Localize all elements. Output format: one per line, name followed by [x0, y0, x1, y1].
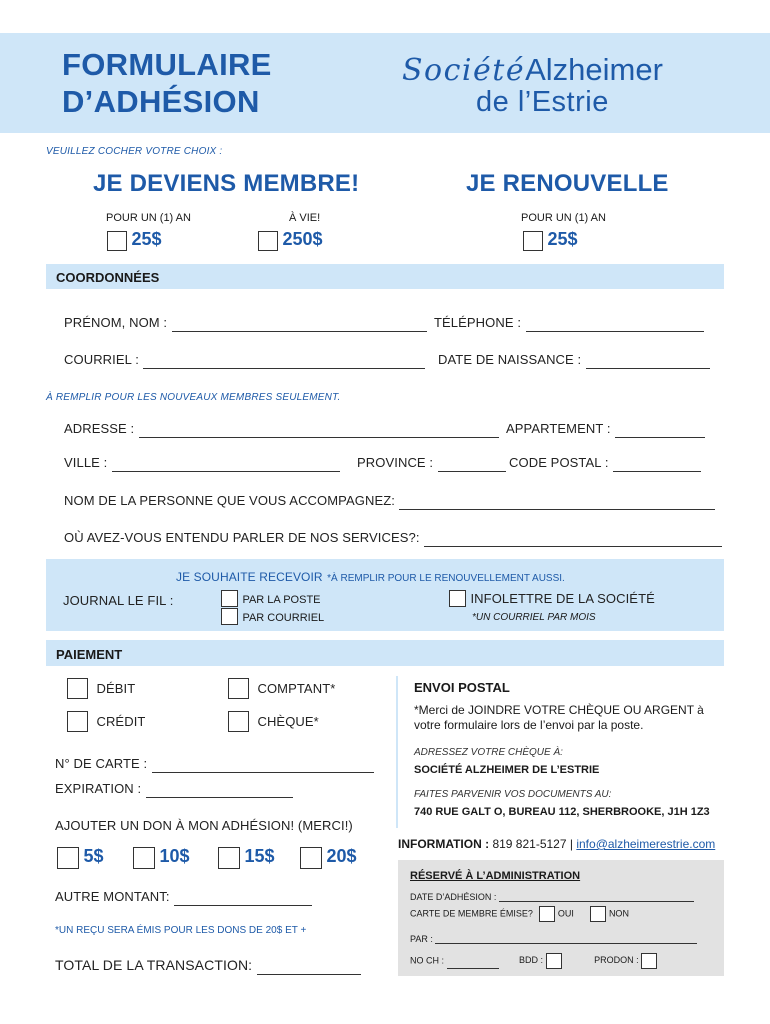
courriel-line[interactable] — [143, 354, 425, 369]
admin-noch-line[interactable] — [447, 958, 499, 969]
option-one-year[interactable] — [107, 229, 162, 251]
title-line-1: FORMULAIRE — [62, 47, 272, 82]
checkbox[interactable] — [57, 847, 79, 869]
coordonnees-title: COORDONNÉES — [56, 270, 160, 285]
option-price: 250$ — [282, 229, 323, 249]
logo-word: Alzheimer — [525, 52, 663, 87]
date-naissance-field[interactable] — [438, 351, 710, 369]
information-label: INFORMATION : — [398, 837, 490, 851]
checkbox[interactable] — [221, 590, 238, 607]
no-carte-field[interactable] — [55, 755, 374, 773]
prenom-nom-line[interactable] — [172, 317, 427, 332]
accompagnez-line[interactable] — [399, 495, 715, 510]
checkbox[interactable] — [523, 231, 543, 251]
admin-non-label: NON — [608, 908, 629, 919]
infolettre-note: *UN COURRIEL PAR MOIS — [472, 612, 596, 623]
debit-label: DÉBIT — [96, 680, 136, 696]
checkbox[interactable] — [218, 847, 240, 869]
code-postal-line[interactable] — [613, 457, 701, 472]
recevoir-heading — [176, 568, 565, 586]
entendu-label: OÙ AVEZ-VOUS ENTENDU PARLER DE NOS SERVICES?: — [64, 530, 420, 545]
don-10-option[interactable] — [133, 846, 190, 869]
information-line — [398, 837, 715, 851]
checkbox[interactable] — [221, 608, 238, 625]
cheque-option[interactable] — [228, 711, 319, 732]
courriel-label: COURRIEL : — [64, 352, 139, 367]
checkbox[interactable] — [67, 711, 88, 732]
don-5-label: 5$ — [83, 846, 104, 866]
option-lifetime-label: À VIE! — [289, 212, 321, 224]
don-10-label: 10$ — [159, 846, 190, 866]
don-heading: AJOUTER UN DON À MON ADHÉSION! (MERCI!) — [55, 818, 353, 833]
appartement-label: APPARTEMENT : — [506, 421, 611, 436]
information-email-link[interactable]: info@alzheimerestrie.com — [576, 837, 716, 851]
admin-par-label: PAR : — [410, 934, 433, 944]
par-poste-option[interactable] — [221, 590, 321, 608]
option-renew-label: POUR UN (1) AN — [521, 212, 606, 224]
adresse-label: ADRESSE : — [64, 421, 135, 436]
infolettre-label: INFOLETTRE DE LA SOCIÉTÉ — [470, 591, 655, 606]
don-20-label: 20$ — [326, 846, 357, 866]
cheque-label: CHÈQUE* — [257, 713, 319, 729]
don-20-option[interactable] — [300, 846, 357, 869]
prenom-nom-label: PRÉNOM, NOM : — [64, 315, 168, 330]
appartement-line[interactable] — [615, 423, 705, 438]
ville-field[interactable] — [64, 454, 340, 472]
recevoir-heading-note: *À REMPLIR POUR LE RENOUVELLEMENT AUSSI. — [327, 573, 565, 584]
admin-title: RÉSERVÉ À L’ADMINISTRATION — [410, 870, 581, 882]
page-title — [62, 46, 272, 120]
credit-option[interactable] — [67, 711, 145, 732]
envoi-adressez: ADRESSEZ VOTRE CHÈQUE À: — [414, 747, 563, 758]
don-5-option[interactable] — [57, 846, 103, 869]
entendu-line[interactable] — [424, 532, 722, 547]
admin-par-line[interactable] — [435, 933, 697, 944]
option-renew[interactable] — [523, 229, 578, 251]
credit-label: CRÉDIT — [96, 713, 146, 729]
recevoir-heading-text: JE SOUHAITE RECEVOIR — [176, 570, 323, 584]
autre-montant-field[interactable] — [55, 888, 312, 906]
admin-prodon-label: PRODON : — [594, 955, 639, 966]
option-price: 25$ — [547, 229, 578, 249]
courriel-field[interactable] — [64, 351, 425, 369]
expiration-line[interactable] — [146, 783, 293, 798]
code-postal-field[interactable] — [509, 454, 701, 472]
ville-line[interactable] — [112, 457, 340, 472]
checkbox[interactable] — [107, 231, 127, 251]
accompagnez-field[interactable] — [64, 492, 715, 510]
checkbox[interactable] — [228, 711, 249, 732]
admin-bdd-label: BDD : — [519, 955, 544, 966]
admin-non-checkbox[interactable] — [590, 906, 606, 922]
autre-montant-label: AUTRE MONTANT: — [55, 889, 170, 904]
admin-carte-label: CARTE DE MEMBRE ÉMISE? — [410, 908, 533, 919]
checkbox[interactable] — [67, 678, 88, 699]
admin-oui-checkbox[interactable] — [539, 906, 555, 922]
code-postal-label: CODE POSTAL : — [509, 455, 609, 470]
title-line-2: D’ADHÉSION — [62, 84, 260, 119]
admin-prodon-checkbox[interactable] — [641, 953, 657, 969]
envoi-merci — [414, 703, 714, 733]
logo-script: Société — [402, 53, 526, 88]
comptant-option[interactable] — [228, 678, 335, 699]
paiement-band — [46, 640, 724, 666]
autre-montant-line[interactable] — [174, 891, 312, 906]
new-member-heading: JE DEVIENS MEMBRE! — [93, 170, 360, 197]
adresse-line[interactable] — [139, 423, 499, 438]
choice-instruction: VEUILLEZ COCHER VOTRE CHOIX : — [46, 146, 223, 157]
date-naissance-line[interactable] — [586, 354, 710, 369]
don-15-label: 15$ — [244, 846, 275, 866]
don-15-option[interactable] — [218, 846, 275, 869]
expiration-field[interactable] — [55, 780, 293, 798]
paiement-title: PAIEMENT — [56, 647, 123, 662]
adresse-field[interactable] — [64, 420, 499, 438]
telephone-line[interactable] — [526, 317, 704, 332]
checkbox[interactable] — [449, 590, 466, 607]
option-price: 25$ — [131, 229, 162, 249]
envoi-merci-line-1: *Merci de JOINDRE VOTRE CHÈQUE OU ARGENT à — [414, 703, 704, 717]
envoi-title: ENVOI POSTAL — [414, 680, 510, 695]
admin-bottom-row — [410, 953, 657, 969]
admin-date-label: DATE D’ADHÉSION : — [410, 892, 497, 902]
telephone-field[interactable] — [434, 314, 704, 332]
par-courriel-option[interactable] — [221, 608, 324, 626]
province-field[interactable] — [357, 454, 506, 472]
journal-label: JOURNAL LE FIL : — [63, 593, 174, 608]
envoi-merci-line-2: votre formulaire lors de l’envoi par la poste. — [414, 718, 644, 732]
envoi-divider — [396, 676, 398, 828]
renew-heading: JE RENOUVELLE — [466, 170, 669, 197]
checkbox[interactable] — [133, 847, 155, 869]
envoi-adresse: 740 RUE GALT O, BUREAU 112, SHERBROOKE, J1H 1Z3 — [414, 806, 710, 818]
no-carte-line[interactable] — [152, 758, 374, 773]
new-only-note: À REMPLIR POUR LES NOUVEAUX MEMBRES SEULEMENT. — [46, 392, 341, 403]
envoi-societe: SOCIÉTÉ ALZHEIMER DE L’ESTRIE — [414, 764, 600, 776]
admin-par-field — [410, 933, 697, 944]
admin-noch-label: NO CH : — [410, 955, 445, 966]
ville-label: VILLE : — [64, 455, 108, 470]
admin-carte-field — [410, 906, 629, 922]
accompagnez-label: NOM DE LA PERSONNE QUE VOUS ACCOMPAGNEZ: — [64, 493, 395, 508]
par-poste-label: PAR LA POSTE — [242, 594, 321, 606]
total-field[interactable] — [55, 957, 361, 975]
checkbox[interactable] — [300, 847, 322, 869]
par-courriel-label: PAR COURRIEL — [242, 612, 325, 624]
total-label: TOTAL DE LA TRANSACTION: — [55, 957, 253, 973]
telephone-label: TÉLÉPHONE : — [434, 315, 522, 330]
province-line[interactable] — [438, 457, 506, 472]
logo-line-2: de l’Estrie — [476, 86, 609, 118]
province-label: PROVINCE : — [357, 455, 434, 470]
appartement-field[interactable] — [506, 420, 705, 438]
information-phone: 819 821-5127 — [492, 837, 567, 851]
date-naissance-label: DATE DE NAISSANCE : — [438, 352, 582, 367]
no-carte-label: N° DE CARTE : — [55, 756, 148, 771]
checkbox[interactable] — [228, 678, 249, 699]
expiration-label: EXPIRATION : — [55, 781, 142, 796]
logo — [402, 52, 663, 88]
prenom-nom-field[interactable] — [64, 314, 427, 332]
admin-date-field — [410, 891, 694, 902]
information-separator: | — [569, 837, 573, 851]
infolettre-option[interactable] — [449, 590, 655, 608]
admin-oui-label: OUI — [557, 908, 574, 919]
total-line[interactable] — [257, 960, 361, 975]
debit-option[interactable] — [67, 678, 135, 699]
envoi-faites: FAITES PARVENIR VOS DOCUMENTS AU: — [414, 789, 612, 800]
option-one-year-label: POUR UN (1) AN — [106, 212, 191, 224]
comptant-label: COMPTANT* — [257, 680, 336, 696]
option-lifetime[interactable] — [258, 229, 323, 251]
admin-bdd-checkbox[interactable] — [546, 953, 562, 969]
checkbox[interactable] — [258, 231, 278, 251]
entendu-field[interactable] — [64, 529, 722, 547]
recu-note: *UN REÇU SERA ÉMIS POUR LES DONS DE 20$ ET + — [55, 925, 307, 936]
admin-date-line[interactable] — [499, 891, 694, 902]
